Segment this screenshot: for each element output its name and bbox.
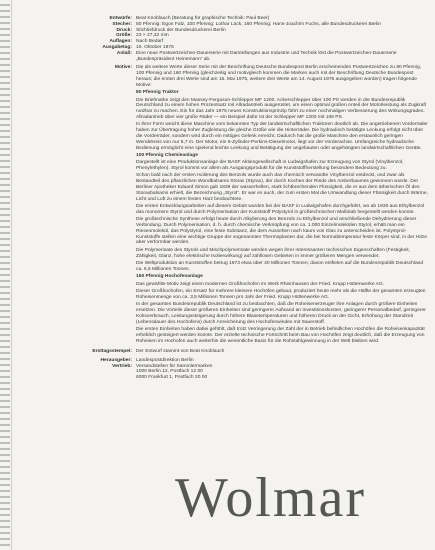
- field-value: Beat Knoblauch (Beratung für graphische Technik: Paul Beer): [136, 16, 270, 21]
- field-label: Vertrieb:: [112, 363, 132, 369]
- paragraph: Die Briefmarke zeigt den Massey-Ferguson-Schlepper MF 1200. Ackerschlepper über 100 PS werden in der Bundesrepublik Deutschland zu einem hohen Prozentsatz mit Allradantrieb ausgerüstet, um einen optimal großen Anteil der Motorleistung als Zugkraft nutzbar zu machen. Ein für das Jahr 1975 neues Konstruktionsprinzip führt zu einer nochmaligen Verbesserung des Wirkungsgrades. Allradantrieb über vier große Räder — ein Beispiel dafür ist der Schlepper MF 1200 mit 108 PS.: [136, 97, 427, 120]
- paragraph: Schon bald nach der ersten Isolierung des Benzols wurde auch das chemisch verwandte Vinylbenzol entdeckt, und zwar als Bestandteil des pflanzlichen Wundbalsams Storax (Styrax), der durch Kochen der Rinde des Amberbaumes gewonnen wurde. Der Berliner Apotheker Eduard Simon gab 1839 der wasserhellen, stark lichtbrechenden Flüssigkeit, die er aus dem ätherischen Öl des Storaxbalsams erhielt, die Bezeichnung „Styrol“. Er war es auch, der zum ersten Mal die Umwandlung dieser Flüssigkeit durch Wärme, Licht und Luft zu einem festen Harz beobachtete.: [136, 173, 428, 202]
- field-value: Landespostdirektion Berlin: [136, 357, 194, 363]
- paragraph: Dieser Großhochofen, ein Ersatz für mehrere kleinere Hochöfen gebaut, produziert heute mehr als die Hälfte der gesamten erzeugten Roheisenmenge von ca. 3,5 Millionen Tonnen pro Jahr der Fried. Krupp Hüttenwerke AG.: [136, 288, 426, 300]
- field-value: 15. Oktober 1975: [136, 44, 174, 50]
- header-fields: [30, 16, 428, 62]
- footer-fields: [30, 349, 428, 381]
- perforated-edge: [0, 0, 10, 550]
- field-label: Herausgeber:: [100, 357, 132, 363]
- field-row: [30, 51, 428, 63]
- field-value: Eine neue Postwertzeichen-Dauerserie mit Darstellungen aus Industrie und Technik löst die Postwertzeichen-Dauerserie „Bundespräsident Heinemann“ ab.: [136, 50, 397, 62]
- field-label: Druck:: [116, 27, 132, 33]
- field-label: Stecher:: [112, 21, 132, 27]
- stamp-info-sheet: [30, 16, 428, 542]
- paragraph: In der gesamten Bundesrepublik Deutschland ist zu beobachten, daß die Roheisenerzeuger ihre Anlagen durch größere Einheiten ersetzen. Die Vorteile dieser größeren Einheiten sind geringerer Aufwand an Investitionskosten, geringerer Personalbedarf, geringerer Koksverbrauch, Leistungssteigerung durch höhere Blasetemperaturen und höheren Druck an der Gicht, Erhöhung der Standzeit (Lebensdauer des Hochofens) durch Anreicherung des Hochofenwindes mit Sauerstoff.: [136, 302, 426, 325]
- paragraph: Die großtechnische Synthese erfolgt heute durch Alkylierung des Benzols zu Ethylbenzol und anschließende Dehydrierung dieser Verbindung. Durch Polymerisation, d. h. durch chemische Verknüpfung von ca. 1.000 Einzelmolekülen Styrol, erhält man ein Riesenmolekül, das Polystyrol, eine feste Substanz, die dem Aussehen nach kaum von Glas zu unterscheiden ist. Polystyrol-Kunststoffe stellen eine wichtige Gruppe der sogenannten Thermoplasten dar, die bei Normaltemperatur feste Körper sind, in der Hitze aber verformbar werden.: [136, 217, 427, 246]
- field-value: Stichtiefdruck der Bundesdruckerei Berlin: [136, 27, 226, 33]
- motive-text: [136, 65, 428, 344]
- paragraph: Die Weltproduktion an Kunststoffen betrug 1973 etwa über 40 Millionen Tonnen; davon entfielen auf die Bundesrepublik Deutschland ca. 6,5 Millionen Tonnen.: [136, 261, 424, 272]
- paragraph: Die ersten Einheiten haben dabei gefühlt, daß trotz Verringerung der Zahl der in Betrieb befindlichen Hochöfen die Roheisenkapazität erheblich gesteigert werden konnte. Der erzielte technische Fortschritt beim Bau von Hochöfen zeigt deutlich, daß die Erzeugung von Roheisen im Hochofen auch weiterhin die wesentliche Basis für die Rohstahlgewinnung in der Welt bleiben wird.: [136, 326, 425, 344]
- section-heading: 100 Pfennig Chemieanlage: [136, 152, 198, 158]
- field-label: Anlaß:: [116, 50, 132, 56]
- motive-label: Motive:: [114, 65, 132, 71]
- paragraph: Die Polymerisate des Styrols und Mischpolymerisate werden wegen ihrer interessanten technischen Eigenschaften (Festigkeit, Zähigkeit, Glanz, hohe elektrische Isolierwirkung) auf zahllosen Gebieten in immer größeren Mengen verwendet.: [136, 247, 411, 259]
- field-value: Der Entwurf stammt von Beat Knoblauch: [136, 348, 225, 354]
- field-label: Ausgabetag:: [102, 44, 132, 50]
- paragraph: Das gewählte Motiv zeigt einen modernen Großhochofen im Werk Rheinhausen der Fried. Krupp Hüttenwerke AG.: [136, 281, 385, 287]
- field-value: 23 × 27,32 mm: [136, 33, 169, 39]
- field-row: [30, 349, 428, 355]
- section-heading: 80 Pfennig Traktor: [136, 90, 179, 96]
- field-label: Entwürfe:: [109, 16, 132, 21]
- field-row: [30, 375, 428, 381]
- field-value: 80 Pfennig: Egon Falz, 100 Pfennig: Lothar Lück, 160 Pfennig: Hans-Joachim Fuchs, alle Bundesdruckerei Berlin: [136, 21, 381, 27]
- field-label: [30, 375, 136, 381]
- field-value: Versandstellen für Sammlermarken: [136, 363, 213, 369]
- watermark-text: Wolmar: [175, 467, 366, 529]
- field-value: 1000 Berlin 12, Postfach 12 00: [136, 369, 203, 375]
- field-label: Ersttagsstempel:: [92, 348, 132, 354]
- field-label: Auflagen:: [109, 39, 132, 45]
- field-value: 6000 Frankfurt 1, Postfach 20 00: [136, 375, 208, 381]
- paragraph: In ihrer Form weicht diese Maschine vom bekannten Typ der landwirtschaftlichen Traktoren deutlich ab. Die angetriebenen Vorderräder haben zur Übertragung hoher Zugleistung die gleiche Größe wie die Hinterräder. Die hydraulisch betätigte Lenkung erfolgt nicht über die Vorderräder, sondern wird durch ein mittiges Gelenk erreicht. Dadurch hat die große Maschine den erstaunlich geringen Wendekreis von nur 5,7 m. Der Motor, ein 6-Zylinder-Perkins-Dieselmotor, liegt vor der Vorderachse. Umfangreiche hydraulische Bedienung ermöglicht eine spielend leichte Lenkung und Betätigung der angebauten oder angehängten landwirtschaftlichen Geräte.: [136, 122, 428, 151]
- edge-line: [11, 0, 12, 550]
- paragraph: Dargestellt ist eine Produktionsanlage der BASF Aktiengesellschaft in Ludwigshafen zur Erzeugung von Styrol (Vinylbenzol, Phenylethylen). Styrol kommt vor allem als Ausgangsprodukt für die Kunststoffherstellung besondere Bedeutung zu.: [136, 160, 404, 172]
- paragraph: Die als weitere Werte dieser Serie mit der Beschriftung Deutsche Bundespost Berlin erscheinenden Postwertzeichen zu 80 Pfennig, 100 Pfennig und 160 Pfennig (gleichzeitig und motivgleich kommen die Marken auch mit der Beschriftung Deutsche Bundespost heraus; die ersten drei Werte sind am 15. Mai 1975, weitere drei Werte am 14. August 1975 ausgegeben worden) tragen folgende Motive:: [136, 65, 422, 88]
- section-heading: 160 Pfennig Hochofenanlage: [136, 274, 203, 280]
- paragraph: Die ersten Entwicklungsarbeiten auf diesem Gebiet wurden bei der BASF in Ludwigshafen durchgeführt, wo ab 1930 aus Ethylbenzol das monomere Styrol und durch Polymerisation der Kunststoff Polystyrol in großtechnischen Maßstab hergestellt werden konnte.: [136, 204, 425, 215]
- field-label: Größe:: [115, 33, 132, 39]
- field-value: Nach Bedarf: [136, 39, 164, 45]
